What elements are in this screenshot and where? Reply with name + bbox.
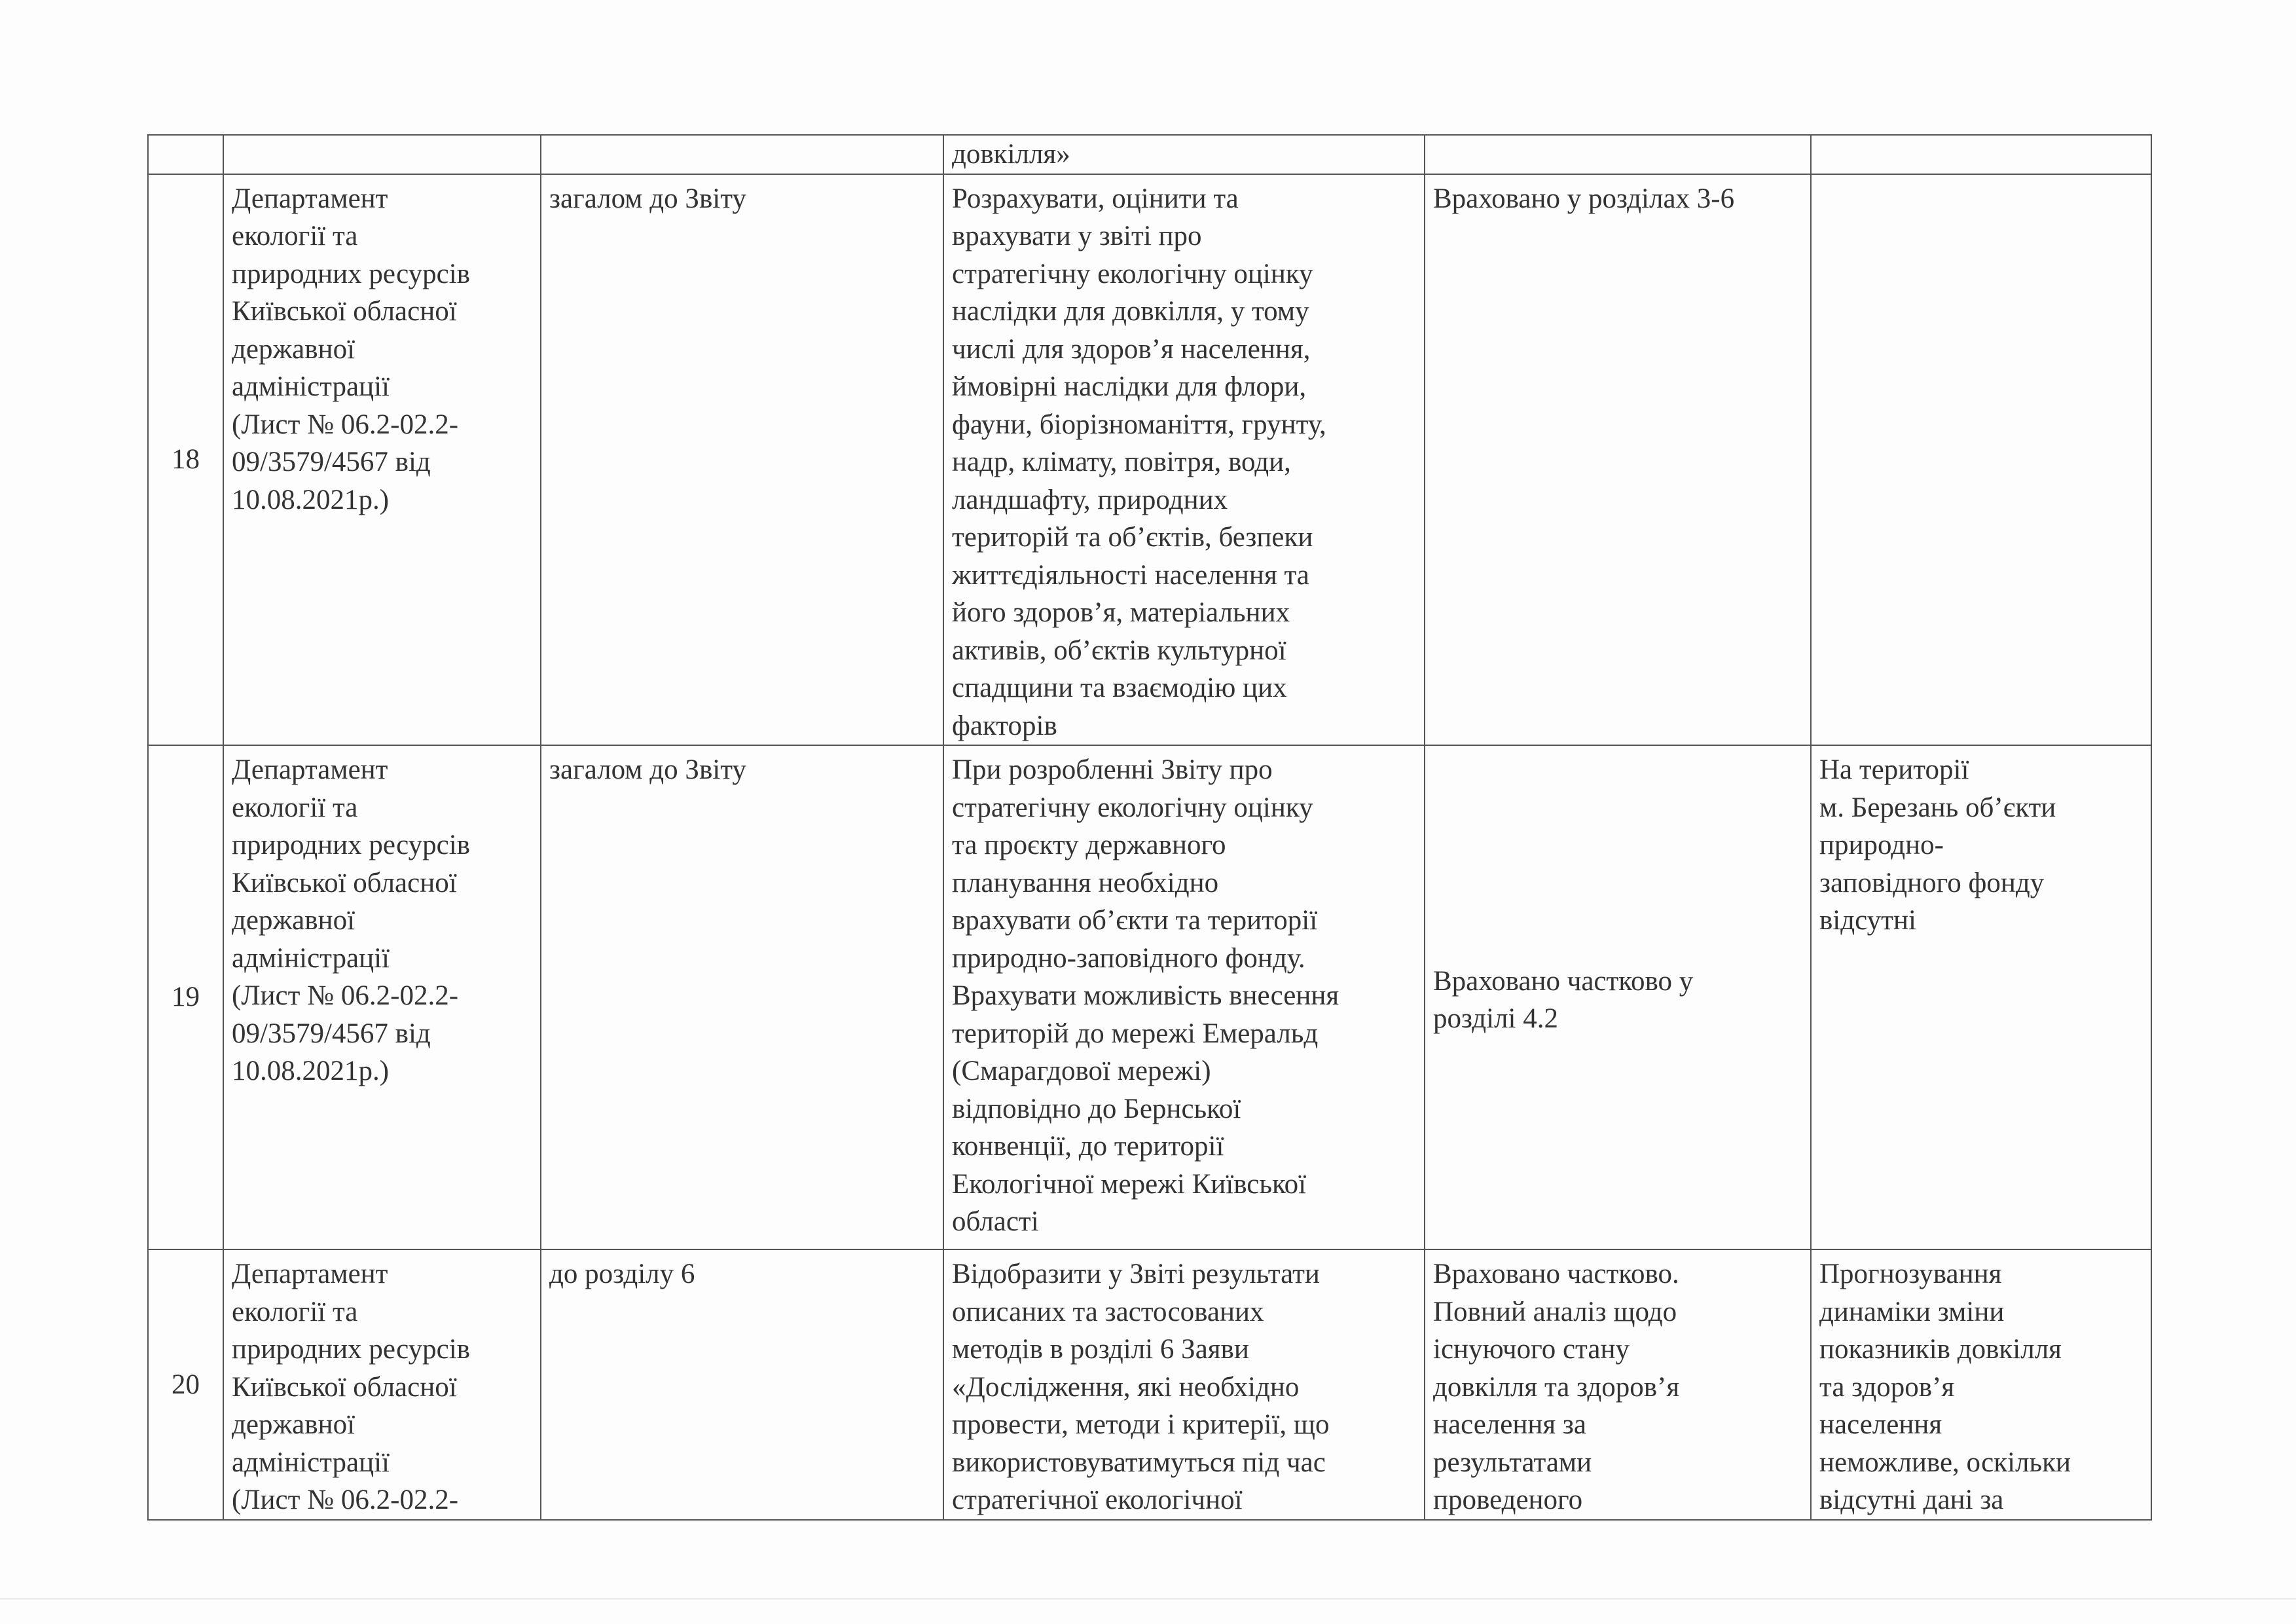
status-cell: Враховано частково у розділі 4.2 — [1425, 745, 1811, 1249]
section-cell: загалом до Звіту — [541, 745, 943, 1249]
table-row — [148, 1249, 2151, 1520]
section-cell: загалом до Звіту — [541, 174, 943, 746]
row-number-cell: 19 — [148, 745, 223, 1249]
section-cell: до розділу 6 — [541, 1249, 943, 1520]
table-row — [148, 174, 2151, 746]
status-cell: Враховано у розділах 3-6 — [1425, 174, 1811, 746]
remark-cell: Розрахувати, оцінити та врахувати у звіті про стратегічну екологічну оцінку наслідки для довкілля, у тому числі для здоров’я населення, ймовірні наслідки для флори, фауни, біорізноманіття, грунту, надр, клімату, повітря, води, ландшафту, природних територій та об’єктів, безпеки життєдіяльності населення та його здоров’я, матеріальних активів, об’єктів культурної спадщини та взаємодію цих факторів — [943, 174, 1425, 746]
note-cell: Прогнозування динаміки зміни показників довкілля та здоров’я населення неможливе, оскільки відсутні дані за — [1811, 1249, 2151, 1520]
status-cell: Враховано частково. Повний аналіз щодо існуючого стану довкілля та здоров’я населення за результатами проведеного — [1425, 1249, 1811, 1520]
department-cell: Департамент екології та природних ресурсів Київської обласної державної адміністрації (Лист № 06.2-02.2- 09/3579/4567 від 10.08.2021р.) — [223, 174, 541, 746]
scan-edge-line — [0, 1598, 2296, 1600]
section-cell — [541, 135, 943, 174]
remark-cell: довкілля» — [943, 135, 1425, 174]
status-cell — [1425, 135, 1811, 174]
remark-cell: При розробленні Звіту про стратегічну екологічну оцінку та проєкту державного планування необхідно врахувати об’єкти та території природно-заповідного фонду. Врахувати можливість внесення територій до мережі Емеральд (Смарагдової мережі) відповідно до Бернської конвенції, до території Екологічної мережі Київської області — [943, 745, 1425, 1249]
table-row — [148, 745, 2151, 1249]
note-cell — [1811, 174, 2151, 746]
note-cell — [1811, 135, 2151, 174]
remark-cell: Відобразити у Звіті результати описаних та застосованих методів в розділі 6 Заяви «Дослідження, які необхідно провести, методи і критерії, що використовуватимуться під час стратегічної екологічної — [943, 1249, 1425, 1520]
department-cell — [223, 135, 541, 174]
remarks-table — [147, 134, 2152, 1521]
row-number-cell — [148, 135, 223, 174]
department-cell: Департамент екології та природних ресурсів Київської обласної державної адміністрації (Лист № 06.2-02.2- — [223, 1249, 541, 1520]
continuation-row — [148, 135, 2151, 174]
note-cell: На території м. Березань об’єкти природно- заповідного фонду відсутні — [1811, 745, 2151, 1249]
row-number-cell: 20 — [148, 1249, 223, 1520]
row-number-cell: 18 — [148, 174, 223, 746]
department-cell: Департамент екології та природних ресурсів Київської обласної державної адміністрації (Лист № 06.2-02.2- 09/3579/4567 від 10.08.2021р.) — [223, 745, 541, 1249]
